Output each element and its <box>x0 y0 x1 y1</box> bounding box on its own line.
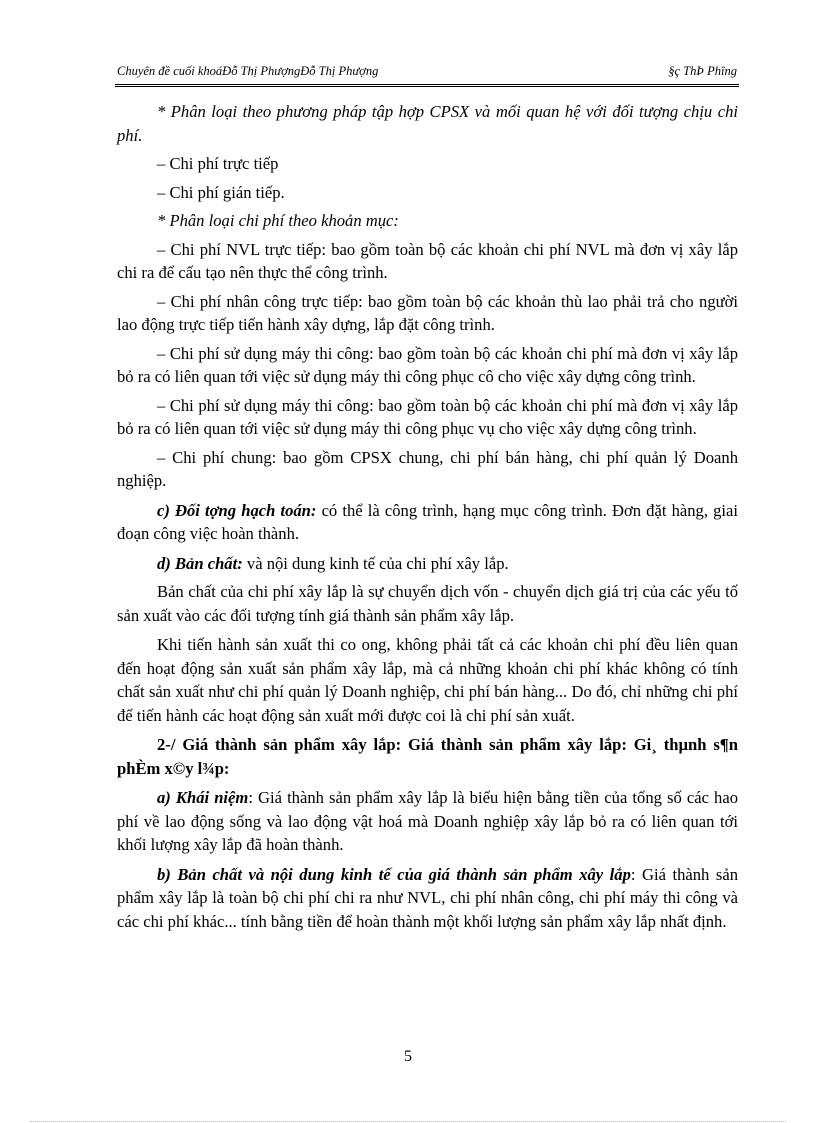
paragraph-production: Khi tiến hành sản xuất thi co ong, không phải tất cả các khoản chi phí đều liên quan đến hoạt động sản xuất sản phẩm xây lắp, mà cả những khoản chi phí khác không có tính chất sản xuất như chi phí quản lý Doanh nghiệp, chi phí bán hàng... Do đó, chỉ những chi phí để tiến hành các hoạt động sản xuất mới được coi là chi phí sản xuất. <box>117 635 738 725</box>
section-a <box>117 786 738 857</box>
section-d <box>117 552 738 576</box>
section-b <box>117 863 738 934</box>
header-right-text: §ç ThÞ Phîng <box>668 64 737 78</box>
header-left-text: Chuyên đề cuối khoáĐỗ Thị PhượngĐỗ Thị Phượng <box>117 64 379 78</box>
paragraph-classification-items: * Phân loại chi phí theo khoản mục: <box>157 211 399 230</box>
page-header <box>117 64 737 84</box>
list-item-machine-cost-2: – Chi phí sử dụng máy thi công: bao gồm toàn bộ các khoản chi phí mà đơn vị xây lắp bỏ ra có liên quan tới việc sử dụng máy thi công phục vụ cho việc xây dựng công trình. <box>117 395 738 438</box>
list-item-indirect-cost: – Chi phí gián tiếp. <box>157 182 285 202</box>
section-d-label: d) Bản chất: <box>157 553 243 573</box>
section-c <box>117 499 738 546</box>
list-item-material-cost: – Chi phí NVL trực tiếp: bao gồm toàn bộ các khoản chi phí NVL mà đơn vị xây lắp chi ra để cấu tạo nên thực thể công trình. <box>117 239 738 282</box>
header-rule <box>115 84 739 87</box>
list-item-direct-cost: – Chi phí trực tiếp <box>157 154 279 173</box>
list-item-labor-cost: – Chi phí nhân công trực tiếp: bao gồm toàn bộ các khoản thù lao phải trả cho người lao động trực tiếp tiến hành xây dựng, lắp đặt công trình. <box>117 291 738 334</box>
section-c-label: c) Đối tợng hạch toán: <box>157 500 317 520</box>
list-item-machine-cost-1: – Chi phí sử dụng máy thi công: bao gồm toàn bộ các khoản chi phí mà đơn vị xây lắp bỏ ra có liên quan tới việc sử dụng máy thi công phục cô cho việc xây dựng công trình. <box>117 343 738 386</box>
section-c-text: có thể là công trình, hạng mục công trình. Đơn đặt hàng, giai đoạn công việc hoàn thành. <box>117 500 738 543</box>
paragraph-nature: Bản chất của chi phí xây lắp là sự chuyển dịch vốn - chuyển dịch giá trị của các yếu tố sản xuất vào các đối tượng tính giá thành sản phẩm xây lắp. <box>117 582 738 625</box>
page-bottom-border <box>30 1121 786 1122</box>
section-a-text: : Giá thành sản phẩm xây lắp là biểu hiện bằng tiền của tổng số các hao phí về lao động sống và lao động vật hoá mà Doanh nghiệp xây lắp bỏ ra có liên quan tới khối lượng xây lắp đã hoàn thành. <box>117 788 738 854</box>
heading-section-2: 2-/ Giá thành sản phẩm xây lắp: Giá thành sản phẩm xây lắp: Gi¸ thµnh s¶n phÈm x©y l¾p: <box>117 735 738 778</box>
section-b-text: : Giá thành sản phẩm xây lắp là toàn bộ chi phí chi ra như NVL, chi phí nhân công, chi phí máy thi công và các chi phí khác... tính bằng tiền để hoàn thành một khối lượng sản phẩm xây lắp nhất định. <box>117 864 738 931</box>
section-b-label: b) Bản chất và nội dung kinh tế của giá thành sản phẩm xây lắp <box>157 864 631 884</box>
list-item-general-cost: – Chi phí chung: bao gồm CPSX chung, chi phí bán hàng, chi phí quản lý Doanh nghiệp. <box>117 447 738 490</box>
page-number: 5 <box>404 1048 412 1065</box>
section-d-text: và nội dung kinh tế của chi phí xây lắp. <box>242 553 509 573</box>
paragraph-classification-method: * Phân loại theo phương pháp tập hợp CPSX và mối quan hệ với đối tượng chịu chi phí. <box>117 102 738 145</box>
page-content <box>117 100 738 938</box>
section-a-label: a) Khái niệm <box>157 788 249 807</box>
